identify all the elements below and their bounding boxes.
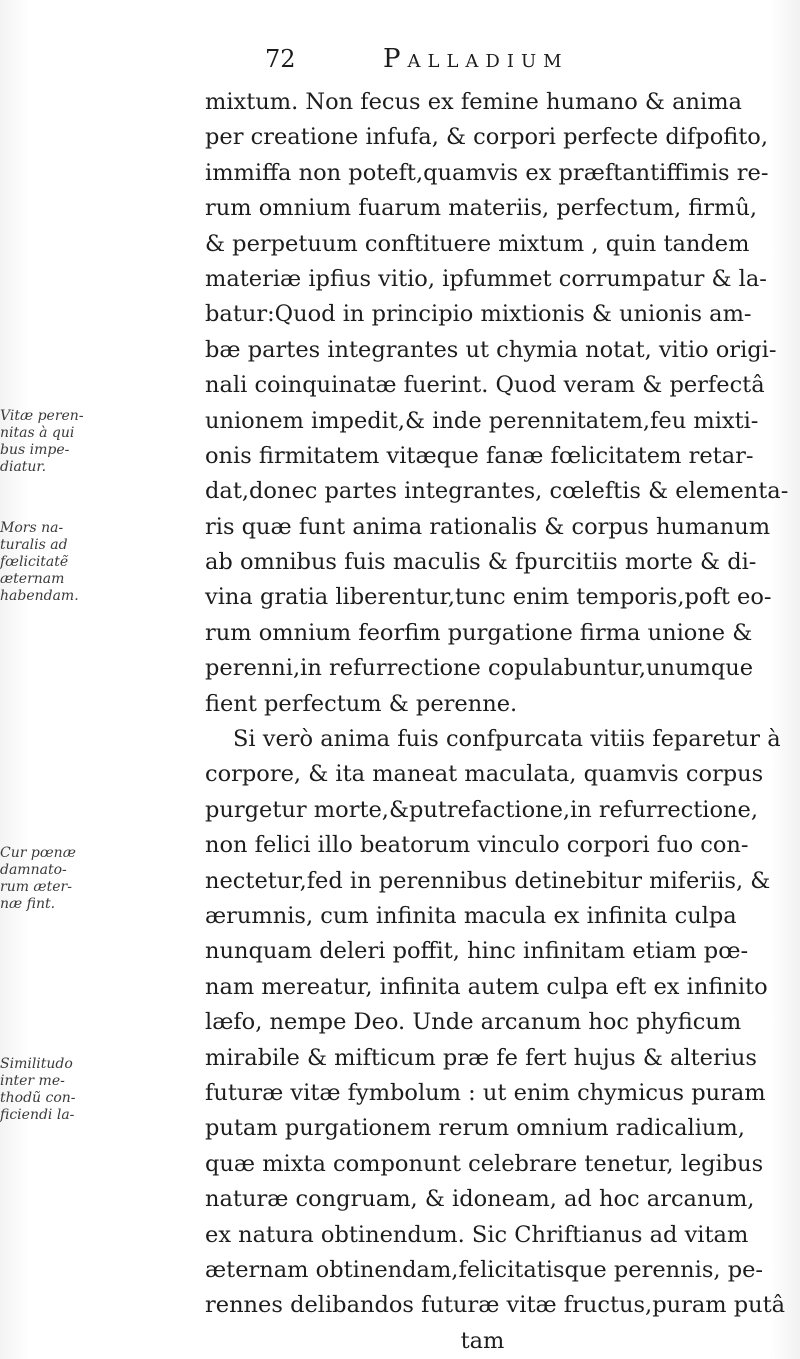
running-title: Palladium [383, 44, 569, 74]
text-line: ris quæ funt anima rationalis & corpus humanum [205, 513, 771, 540]
text-line: unionem impedit,& inde perennitatem,feu mixti- [205, 407, 759, 434]
marginal-note: Similitudo inter me- thodũ con- ficiendi la- [0, 1056, 76, 1123]
text-line: batur:Quod in principio mixtionis & unionis am- [205, 301, 752, 328]
text-line: nam mereatur, infinita autem culpa eft ex infinito [205, 973, 768, 1000]
text-line: ex natura obtinendum. Sic Chriftianus ad vitam [205, 1221, 749, 1248]
text-line: mirabile & mifticum præ fe fert hujus & alterius [205, 1044, 757, 1071]
text-line: naturæ congruam, & idoneam, ad hoc arcanum, [205, 1186, 755, 1213]
text-line-last: tam [460, 1327, 505, 1354]
text-line: putam purgationem rerum omnium radicalium, [205, 1115, 745, 1142]
text-line: rennes delibandos futuræ vitæ fructus,puram putâ [205, 1292, 786, 1319]
text-line: purgetur morte,&putrefactione,in refurrectione, [205, 796, 758, 823]
text-line: nali coinquinatæ fuerint. Quod veram & perfectâ [205, 372, 765, 399]
text-line: læfo, nempe Deo. Unde arcanum hoc phyficum [205, 1009, 742, 1036]
main-text-block [205, 85, 790, 1359]
text-line: onis firmitatem vitæque fanæ fœlicitatem retar- [205, 442, 754, 469]
text-line: nectetur,fed in perennibus detinebitur miferiis, & [205, 867, 771, 894]
text-line: æternam obtinendam,felicitatisque perennis, pe- [205, 1256, 764, 1283]
text-line: perenni,in refurrectione copulabuntur,unumque [205, 655, 754, 682]
text-line: ærumnis, cum infinita macula ex infinita culpa [205, 902, 737, 929]
text-line: immiffa non poteft,quamvis ex præftantiffimis re- [205, 159, 769, 186]
marginal-note: Vitæ peren- nitas à qui bus impe- diatur. [0, 408, 84, 475]
text-line: rum omnium fuarum materiis, perfectum, firmû, [205, 195, 757, 222]
marginal-note: Cur pœnæ damnato- rum æter- næ fint. [0, 845, 76, 912]
text-line: corpore, & ita maneat maculata, quamvis corpus [205, 761, 764, 788]
text-line: vina gratia liberentur,tunc enim temporis,poft eo- [205, 584, 772, 611]
text-line: bæ partes integrantes ut chymia notat, vitio origi- [205, 336, 777, 363]
text-line: Si verò anima fuis confpurcata vitiis feparetur à [233, 726, 781, 753]
text-line: nunquam deleri poffit, hinc infinitam etiam pœ- [205, 938, 749, 965]
page-number: 72 [265, 45, 296, 73]
text-line: rum omnium feorfim purgatione firma unione & [205, 619, 753, 646]
text-line: per creatione infufa, & corpori perfecte difpofito, [205, 124, 768, 151]
text-line: quæ mixta componunt celebrare tenetur, legibus [205, 1150, 764, 1177]
text-line: futuræ vitæ fymbolum : ut enim chymicus puram [205, 1079, 766, 1106]
page-header [265, 44, 785, 74]
text-line: mixtum. Non fecus ex femine humano & anima [205, 89, 742, 115]
text-line: non felici illo beatorum vinculo corpori fuo con- [205, 832, 749, 859]
text-line: fient perfectum & perenne. [205, 690, 518, 717]
text-line: materiæ ipfius vitio, ipfummet corrumpatur & la- [205, 265, 767, 292]
marginal-note: Mors na- turalis ad fœlicitatẽ æternam habendam. [0, 520, 79, 604]
text-line: ab omnibus fuis maculis & fpurcitiis morte & di- [205, 549, 757, 576]
text-line: dat,donec partes integrantes, cœleftis & elementa- [205, 478, 789, 505]
text-line: & perpetuum conftituere mixtum , quin tandem [205, 230, 750, 257]
